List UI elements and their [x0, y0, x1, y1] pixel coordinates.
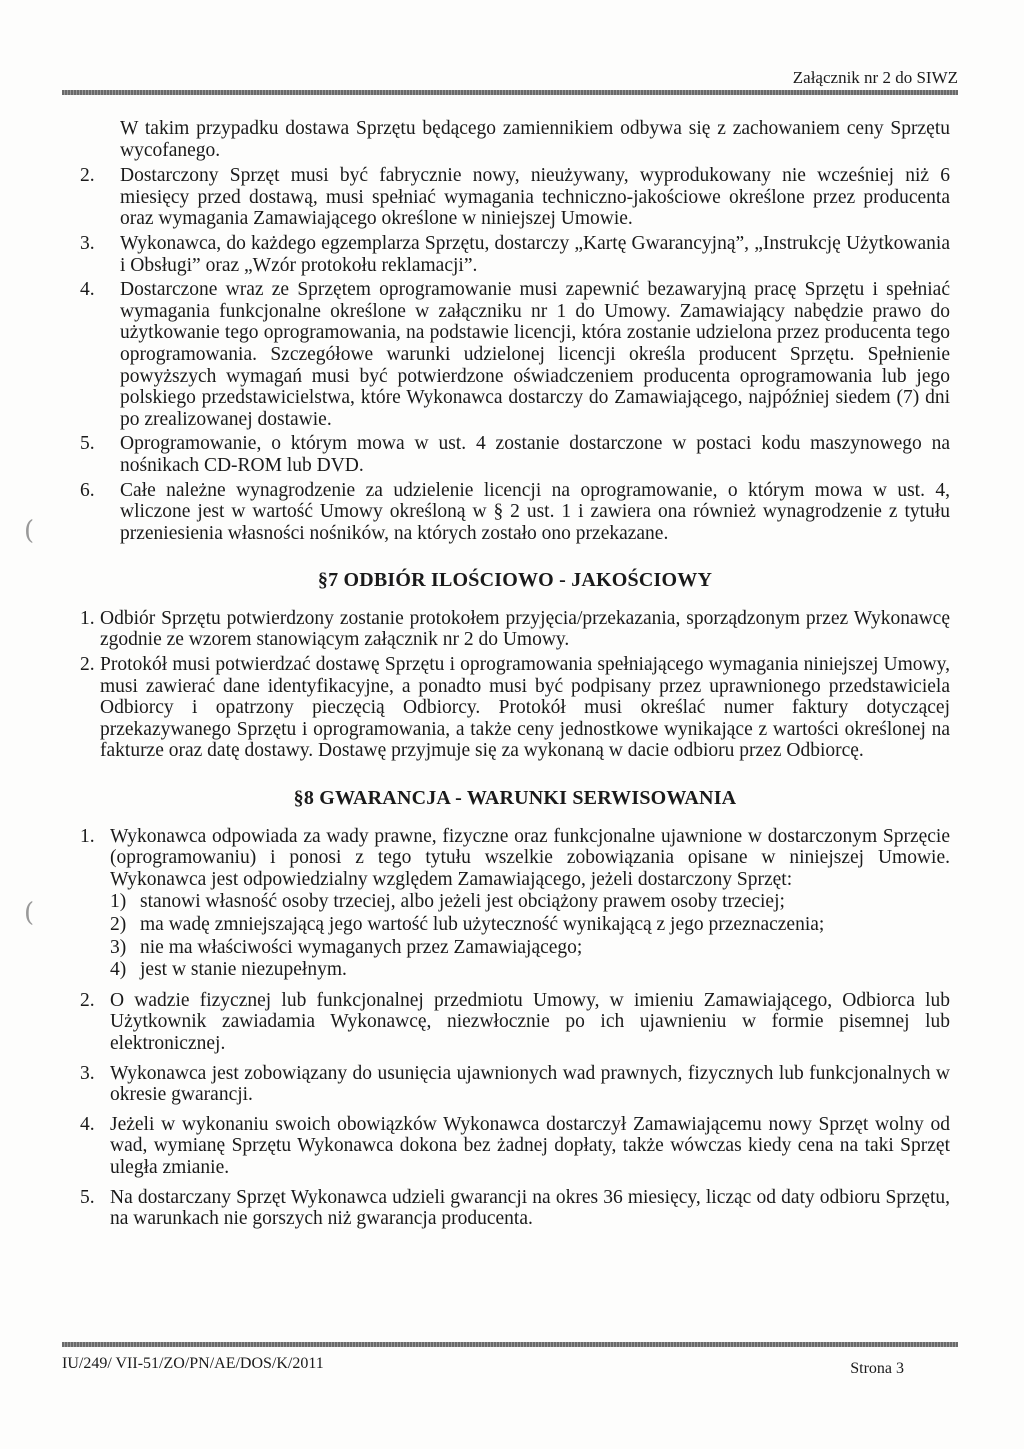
sub-item-number: 2) — [110, 914, 127, 935]
item-number: 4. — [80, 1113, 95, 1135]
item-text: Oprogramowanie, o którym mowa w ust. 4 zostanie dostarczone w postaci kodu maszynowego na nośnikach CD-ROM lub DVD. — [120, 433, 950, 476]
sub-item — [110, 891, 950, 913]
item-text: Całe należne wynagrodzenie za udzielenie licencji na oprogramowanie, o którym mowa w ust. 4, wliczone jest w wartość Umowy określoną w § 2 ust. 1 i zawiera ona również wynagrodzenie z tytułu przeniesienia własności nośników, na których zostało ono przekazane. — [120, 479, 950, 544]
item-text: Dostarczony Sprzęt musi być fabrycznie nowy, nieużywany, wyprodukowany nie wcześniej niż 6 miesięcy przed dostawą, musi spełniać wymagania techniczno-jakościowe określone przez producenta oraz wymagania Zamawiającego określone w niniejszej Umowie. — [120, 165, 950, 230]
sub-item-text: nie ma właściwości wymaganych przez Zamawiającego; — [140, 936, 583, 958]
sub-item-text: stanowi własność osoby trzeciej, albo jeżeli jest obciążony prawem osoby trzeciej; — [140, 891, 785, 913]
sub-item — [110, 959, 950, 981]
section-8-title: §8 GWARANCJA - WARUNKI SERWISOWANIA — [293, 787, 737, 810]
list-item — [80, 1114, 950, 1179]
list-item — [80, 279, 950, 430]
sub-item-number: 1) — [110, 891, 127, 913]
item-text: O wadzie fizycznej lub funkcjonalnej przedmiotu Umowy, w imieniu Zamawiającego, Odbiorca lub Użytkownik zawiadamia Wykonawcę, niezwłocznie po ich ujawnieniu w formie pisemnej lub elektronicznej. — [110, 989, 950, 1054]
item-number: 3. — [80, 1062, 95, 1084]
list-item — [80, 990, 950, 1055]
item-content — [110, 826, 950, 982]
margin-mark: ( — [24, 516, 35, 546]
footer-rule — [62, 1342, 958, 1347]
item-text: Wykonawca, do każdego egzemplarza Sprzętu, dostarczy „Kartę Gwarancyjną”, „Instrukcję Użytkowania i Obsługi” oraz „Wzór protokołu reklamacji”. — [120, 232, 950, 276]
section-8-list — [80, 826, 950, 1230]
list-item — [80, 608, 950, 651]
sub-item-text: jest w stanie niezupełnym. — [140, 959, 347, 981]
sub-item-number: 4) — [110, 959, 127, 981]
item-number: 6. — [80, 479, 95, 501]
item-number: 5. — [80, 433, 95, 455]
document-body — [80, 118, 950, 1238]
sub-item — [110, 937, 950, 959]
item-number: 3. — [80, 232, 95, 254]
item-text: Wykonawca jest zobowiązany do usunięcia ujawnionych wad prawnych, fizycznych lub funkcjonalnych w okresie gwarancji. — [110, 1062, 950, 1106]
sub-item — [110, 914, 950, 936]
margin-mark: ( — [24, 898, 35, 928]
sub-item-number: 3) — [110, 936, 127, 958]
list-item — [80, 165, 950, 230]
intro-paragraph: W takim przypadku dostawa Sprzętu będącego zamiennikiem odbywa się z zachowaniem ceny Sprzętu wycofanego. — [120, 118, 950, 161]
list-item — [80, 826, 950, 982]
list-item — [80, 1063, 950, 1106]
page-number: Strona 3 — [850, 1360, 904, 1377]
item-number: 2. — [80, 654, 95, 676]
list-item — [80, 654, 950, 762]
item-text: Wykonawca odpowiada za wady prawne, fizyczne oraz funkcjonalne ujawnione w dostarczonym Sprzęcie (oprogramowaniu) i ponosi z tego tytułu wszelkie zobowiązania opisane w niniejszej Umowie. Wykonawca jest odpowiedzialny względem Zamawiającego, jeżeli dostarczony Sprzęt: — [110, 825, 950, 890]
list-item — [80, 1187, 950, 1230]
list-item — [80, 433, 950, 476]
item-text: Jeżeli w wykonaniu swoich obowiązków Wykonawca dostarczył Zamawiającemu nowy Sprzęt wolny od wad, wymianę Sprzętu Wykonawca dokona bez żadnej dopłaty, także wówczas kiedy cena na taki Sprzęt uległa zmianie. — [110, 1113, 950, 1178]
item-text: Dostarczone wraz ze Sprzętem oprogramowanie musi zapewnić bezawaryjną pracę Sprzętu i spełniać wymagania funkcjonalne określone w załączniku nr 1 do Umowy. Zamawiający nabędzie prawo do użytkowanie tego oprogramowania, na podstawie licencji, która zostanie udzielona przez producenta tego oprogramowania. Szczegółowe warunki udzielonej licencji określa producent Sprzętu. Spełnienie powyższych wymagań musi być potwierdzone oświadczeniem producenta oprogramowania lub jego polskiego przedstawicielstwa, które Wykonawca dostarczy do Zamawiającego, najpóźniej siedem (7) dni po zrealizowanej dostawie. — [120, 279, 950, 430]
item-number: 1. — [80, 607, 95, 629]
item-number: 1. — [80, 825, 95, 847]
item-number: 2. — [80, 165, 95, 187]
item-number: 5. — [80, 1186, 95, 1208]
list-item — [80, 233, 950, 276]
attachment-label: Załącznik nr 2 do SIWZ — [792, 68, 958, 87]
item-number: 4. — [80, 279, 95, 301]
list-item — [80, 480, 950, 545]
item-text: Protokół musi potwierdzać dostawę Sprzętu i oprogramowania spełniającego wymagania niniejszej Umowy, musi zawierać dane identyfikacyjne, a ponadto musi być podpisany przez uprawnionego przedstawiciela Odbiorcy i opatrzony pieczęcią Odbiorcy. Protokół musi określać numer faktury dotyczącej przekazywanego Sprzętu i oprogramowania, a także ceny jednostkowe wynikające z wartości określonej na fakturze oraz datę dostawy. Dostawę przyjmuje się za wykonaną w dacie odbioru przez Odbiorcę. — [100, 654, 950, 762]
item-text: Na dostarczany Sprzęt Wykonawca udzieli gwarancji na okres 36 miesięcy, licząc od daty odbioru Sprzętu, na warunkach nie gorszych niż gwarancja producenta. — [110, 1186, 950, 1230]
item-number: 2. — [80, 989, 95, 1011]
section-7-title: §7 ODBIÓR ILOŚCIOWO - JAKOŚCIOWY — [317, 569, 713, 592]
header-rule — [62, 90, 958, 95]
item-text: Odbiór Sprzętu potwierdzony zostanie protokołem przyjęcia/przekazania, sporządzonym przez Wykonawcę zgodnie ze wzorem stanowiącym załącznik nr 2 do Umowy. — [100, 607, 950, 651]
sub-item-text: ma wadę zmniejszającą jego wartość lub użyteczność wynikającą z jego przeznaczenia; — [140, 914, 825, 935]
document-reference: IU/249/ VII-51/ZO/PN/AE/DOS/K/2011 — [62, 1355, 324, 1372]
